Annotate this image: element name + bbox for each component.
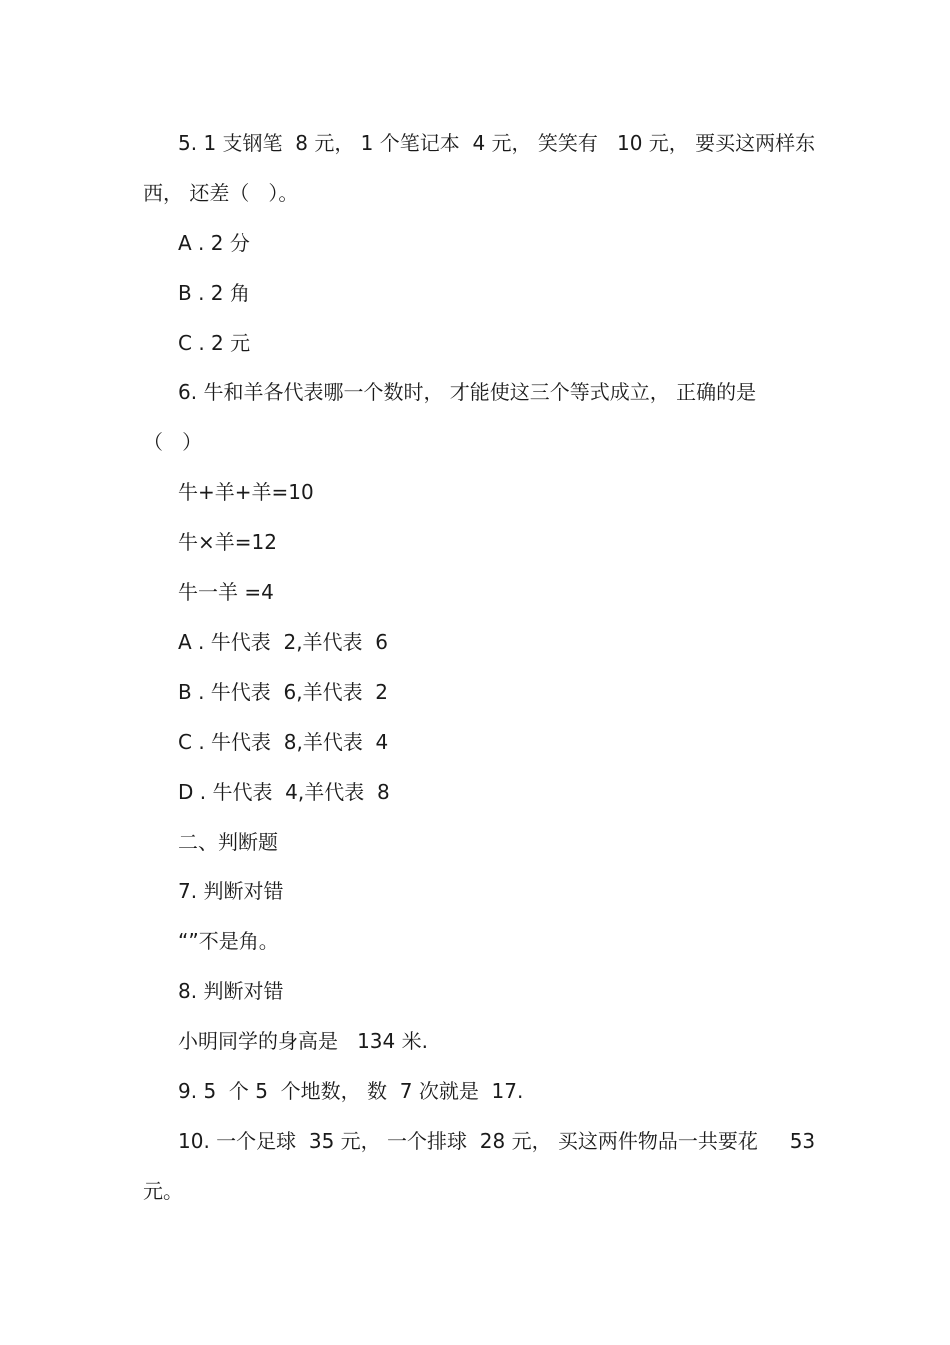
q6-option-c: C . 牛代表 8,羊代表 4 [178,730,389,754]
q7-stem: 7. 判断对错 [178,879,284,903]
q6-equation-3: 牛一羊 =4 [178,580,274,604]
q5-option-a: A . 2 分 [178,231,250,255]
q6-stem-line2: （ ） [143,430,203,454]
q5-option-c: C . 2 元 [178,331,251,355]
q6-option-d: D . 牛代表 4,羊代表 8 [178,780,390,804]
q6-equation-2: 牛×羊=12 [178,530,277,554]
q6-option-b: B . 牛代表 6,羊代表 2 [178,680,389,704]
q8-stem: 8. 判断对错 [178,979,284,1003]
q10-stem-line2: 元。 [143,1179,183,1203]
q10-stem-line1: 10. 一个足球 35 元， 一个排球 28 元， 买这两件物品一共要花 53 [178,1129,816,1153]
q6-option-a: A . 牛代表 2,羊代表 6 [178,630,388,654]
q8-statement: 小明同学的身高是 134 米. [178,1029,428,1053]
q5-option-b: B . 2 角 [178,281,250,305]
q7-statement: “”不是角。 [178,929,279,953]
section-heading-judgement: 二、判断题 [178,830,278,854]
q9-stem: 9. 5 个 5 个地数， 数 7 次就是 17. [178,1079,524,1103]
q5-stem-line1: 5. 1 支钢笔 8 元， 1 个笔记本 4 元， 笑笑有 10 元， 要买这两样东 [178,131,816,155]
q5-stem-line2: 西， 还差（ ）。 [143,181,299,205]
q6-equation-1: 牛+羊+羊=10 [178,480,314,504]
q6-stem-line1: 6. 牛和羊各代表哪一个数时， 才能使这三个等式成立， 正确的是 [178,380,757,404]
